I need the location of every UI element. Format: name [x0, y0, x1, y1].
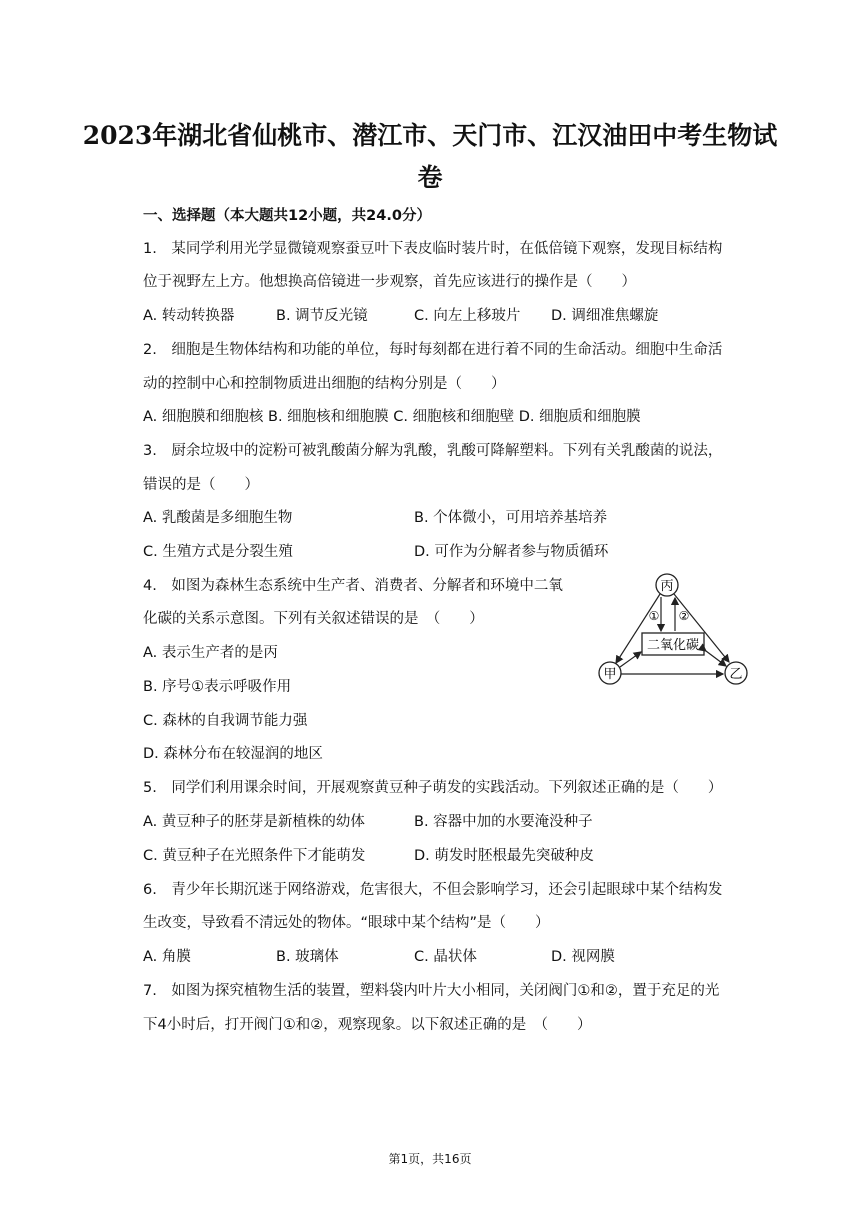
- question-1-option-b: B. 调节反光镜: [276, 308, 368, 324]
- question-5-line-1: 5. 同学们利用课余时间，开展观察黄豆种子萌发的实践活动。下列叙述正确的是（ ）: [143, 780, 723, 796]
- exam-title-line-2: 卷: [417, 163, 443, 192]
- question-3-option-c: C. 生殖方式是分裂生殖: [143, 544, 293, 560]
- question-1-option-d: D. 调细准焦螺旋: [551, 308, 659, 324]
- question-3-line-1: 3. 厨余垃圾中的淀粉可被乳酸菌分解为乳酸，乳酸可降解塑料。下列有关乳酸菌的说法，: [143, 443, 723, 459]
- question-1-line-1: 1. 某同学利用光学显微镜观察蚕豆叶下表皮临时装片时，在低倍镜下观察，发现目标结构: [143, 241, 723, 257]
- question-2-options: A. 细胞膜和细胞核 B. 细胞核和细胞膜 C. 细胞核和细胞壁 D. 细胞质和细胞膜: [143, 409, 641, 425]
- question-2-line-1: 2. 细胞是生物体结构和功能的单位，每时每刻都在进行着不同的生命活动。细胞中生命活: [143, 342, 723, 358]
- question-7-line-2: 下4小时后，打开阀门①和②，观察现象。以下叙述正确的是 （ ）: [143, 1017, 592, 1033]
- question-5-option-a: A. 黄豆种子的胚芽是新植株的幼体: [143, 814, 365, 830]
- arrow-1-label: ①: [648, 609, 660, 623]
- question-3-line-2: 错误的是（ ）: [143, 477, 259, 493]
- arrow-co2-yi: [706, 651, 726, 666]
- question-6-line-2: 生改变，导致看不清远处的物体。“眼球中某个结构”是（ ）: [143, 915, 550, 931]
- question-3-option-d: D. 可作为分解者参与物质循环: [414, 544, 609, 560]
- question-4-line-1: 4. 如图为森林生态系统中生产者、消费者、分解者和环境中二氧: [143, 578, 563, 594]
- question-3-option-b: B. 个体微小，可用培养基培养: [414, 510, 608, 526]
- arrow-2-label: ②: [678, 609, 690, 623]
- question-2-line-2: 动的控制中心和控制物质进出细胞的结构分别是（ ）: [143, 376, 506, 392]
- question-5-option-d: D. 萌发时胚根最先突破种皮: [414, 848, 594, 864]
- page-footer: 第1页，共16页: [388, 1152, 472, 1166]
- ecosystem-carbon-diagram: [590, 573, 752, 691]
- section-heading: 一、选择题（本大题共12小题，共24.0分）: [143, 208, 431, 224]
- question-4-line-2: 化碳的关系示意图。下列有关叙述错误的是 （ ）: [143, 611, 484, 627]
- question-3-option-a: A. 乳酸菌是多细胞生物: [143, 510, 293, 526]
- question-6-option-c: C. 晶状体: [414, 949, 477, 965]
- node-bing-label: 丙: [660, 579, 674, 594]
- question-4-option-d: D. 森林分布在较湿润的地区: [143, 746, 323, 762]
- arrow-jia-to-co2: [620, 652, 641, 667]
- question-1-option-a: A. 转动转换器: [143, 308, 235, 324]
- question-4-option-a: A. 表示生产者的是丙: [143, 645, 278, 661]
- question-1-option-c: C. 向左上移玻片: [414, 308, 521, 324]
- exam-title-line-1: 2023年湖北省仙桃市、潜江市、天门市、江汉油田中考生物试: [82, 121, 778, 150]
- question-5-option-b: B. 容器中加的水要淹没种子: [414, 814, 593, 830]
- question-6-option-d: D. 视网膜: [551, 949, 615, 965]
- question-6-line-1: 6. 青少年长期沉迷于网络游戏，危害很大，不但会影响学习，还会引起眼球中某个结构发: [143, 882, 723, 898]
- carbon-dioxide-label: 二氧化碳: [646, 638, 700, 653]
- question-7-line-1: 7. 如图为探究植物生活的装置，塑料袋内叶片大小相同，关闭阀门①和②，置于充足的光: [143, 983, 720, 999]
- question-6-option-b: B. 玻璃体: [276, 949, 339, 965]
- question-4-option-c: C. 森林的自我调节能力强: [143, 713, 308, 729]
- node-jia-label: 甲: [603, 667, 617, 682]
- question-1-line-2: 位于视野左上方。他想换高倍镜进一步观察，首先应该进行的操作是（ ）: [143, 274, 636, 290]
- question-4-option-b: B. 序号①表示呼吸作用: [143, 679, 292, 695]
- node-yi-label: 乙: [729, 667, 743, 682]
- question-5-option-c: C. 黄豆种子在光照条件下才能萌发: [143, 848, 366, 864]
- question-6-option-a: A. 角膜: [143, 949, 191, 965]
